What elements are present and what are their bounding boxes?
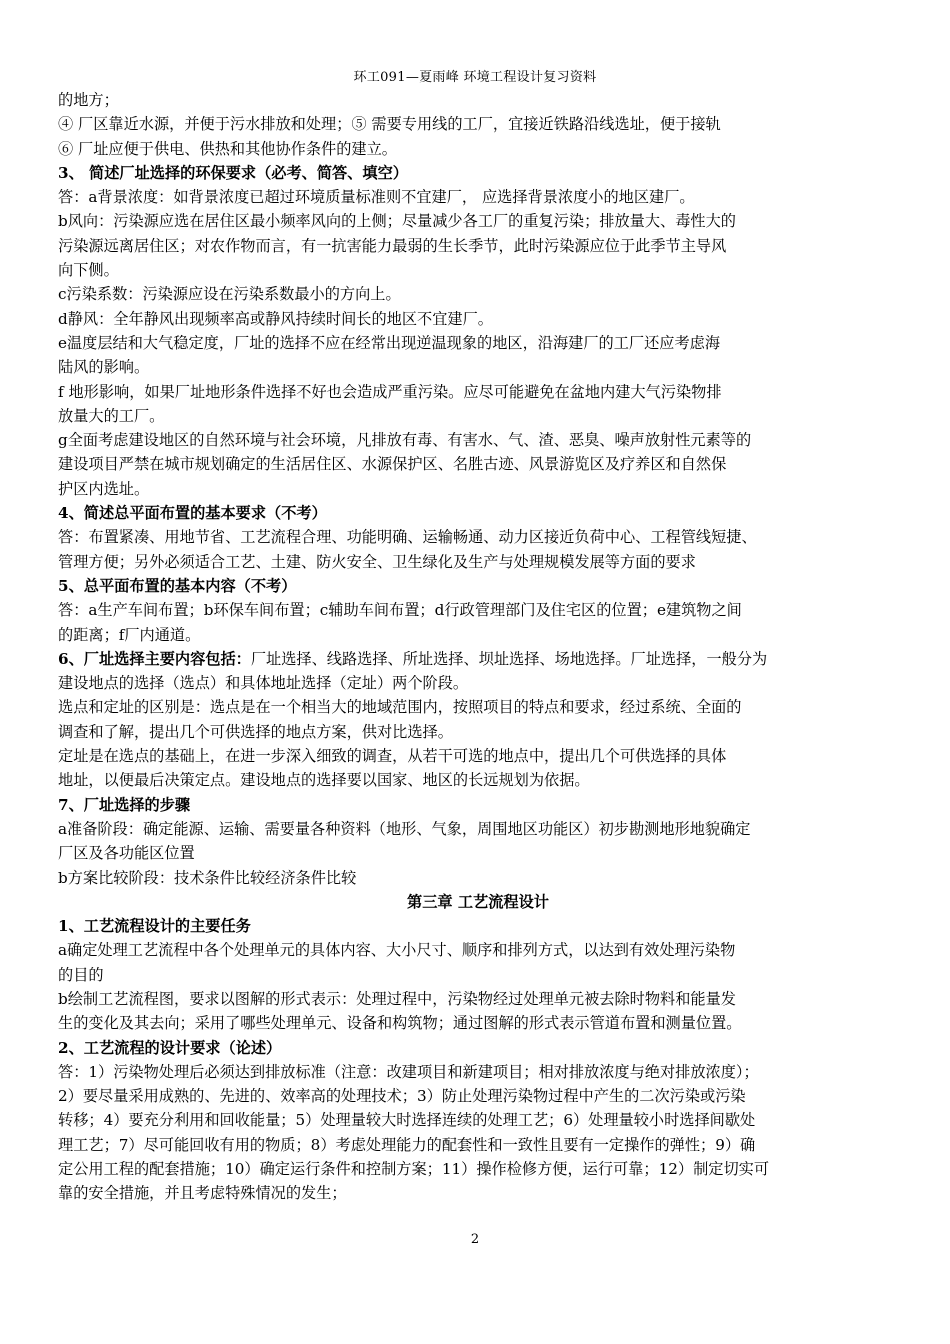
text-line: 厂区及各功能区位置 [58, 844, 195, 863]
text-line: 答：a生产车间布置；b环保车间布置；c辅助车间布置；d行政管理部门及住宅区的位置；e建筑物之间 [58, 601, 742, 620]
section-heading: 2、工艺流程的设计要求（论述） [58, 1038, 282, 1057]
text-line: 2）要尽量采用成熟的、先进的、效率高的处理技术；3）防止处理污染物过程中产生的二次污染或污染 [58, 1087, 746, 1106]
text-line: 地址，以便最后决策定点。建设地点的选择要以国家、地区的长远规划为依据。 [58, 771, 590, 790]
text-line: g全面考虑建设地区的自然环境与社会环境，凡排放有毒、有害水、气、渣、恶臭、噪声放射性元素等的 [58, 431, 752, 450]
chapter-title: 第三章 工艺流程设计 [407, 892, 549, 911]
text-line-tail: 厂址选择、线路选择、所址选择、坝址选择、场地选择。厂址选择，一般分为 [250, 649, 768, 668]
text-line: 建设地点的选择（选点）和具体地址选择（定址）两个阶段。 [58, 674, 469, 693]
text-line [58, 647, 898, 671]
text-line: b绘制工艺流程图，要求以图解的形式表示：处理过程中，污染物经过处理单元被去除时物料和能量发 [58, 989, 736, 1008]
text-line: b风向：污染源应选在居住区最小频率风向的上侧；尽量减少各工厂的重复污染；排放量大、毒性大的 [58, 212, 736, 231]
text-line: 答：a背景浓度：如背景浓度已超过环境质量标准则不宜建厂， 应选择背景浓度小的地区建厂。 [58, 188, 695, 207]
text-line: 放量大的工厂。 [58, 406, 165, 425]
text-line: e温度层结和大气稳定度，厂址的选择不应在经常出现逆温现象的地区，沿海建厂的工厂还应考虑海 [58, 333, 721, 352]
text-line: 护区内选址。 [58, 479, 150, 498]
text-line: 污染源远离居住区；对农作物而言，有一抗害能力最弱的生长季节，此时污染源应位于此季节主导风 [58, 236, 727, 255]
section-heading: 3、 简述厂址选择的环保要求（必考、简答、填空） [58, 163, 408, 182]
page-number: 2 [470, 1232, 480, 1247]
text-line: f 地形影响，如果厂址地形条件选择不好也会造成严重污染。应尽可能避免在盆地内建大气污染物排 [58, 382, 722, 401]
text-line: 生的变化及其去向；采用了哪些处理单元、设备和构筑物；通过图解的形式表示管道布置和测量位置。 [58, 1014, 742, 1033]
text-line: d静风：全年静风出现频率高或静风持续时间长的地区不宜建厂。 [58, 309, 493, 328]
text-line: 理工艺；7）尽可能回收有用的物质；8）考虑处理能力的配套性和一致性且要有一定操作的弹性；9）确 [58, 1135, 756, 1154]
text-line: 陆风的影响。 [58, 358, 150, 377]
text-line: 调查和了解，提出几个可供选择的地点方案，供对比选择。 [58, 722, 453, 741]
text-line: 定公用工程的配套措施；10）确定运行条件和控制方案；11）操作检修方便，运行可靠；12）制定切实可 [58, 1160, 770, 1179]
text-line: ④ 厂区靠近水源，并便于污水排放和处理；⑤ 需要专用线的工厂，宜接近铁路沿线选址，便于接轨 [58, 115, 721, 134]
text-line: 答：布置紧凑、用地节省、工艺流程合理、功能明确、运输畅通、动力区接近负荷中心、工程管线短捷、 [58, 528, 757, 547]
section-heading: 5、总平面布置的基本内容（不考） [58, 576, 297, 595]
section-heading-inline: 6、厂址选择主要内容包括： [58, 649, 251, 668]
section-heading: 7、厂址选择的步骤 [58, 795, 191, 814]
text-line: 向下侧。 [58, 261, 119, 280]
text-line: c污染系数：污染源应设在污染系数最小的方向上。 [58, 285, 401, 304]
text-line: b方案比较阶段：技术条件比较经济条件比较 [58, 868, 357, 887]
page-header: 环工091—夏雨峰 环境工程设计复习资料 [353, 70, 597, 85]
section-heading: 1、工艺流程设计的主要任务 [58, 917, 251, 936]
text-line: 定址是在选点的基础上，在进一步深入细致的调查，从若干可选的地点中，提出几个可供选择的具体 [58, 747, 727, 766]
text-line: 的目的 [58, 965, 104, 984]
document-body [58, 88, 898, 1206]
text-line: 管理方便；另外必须适合工艺、土建、防火安全、卫生绿化及生产与处理规模发展等方面的要求 [58, 552, 696, 571]
section-heading: 4、简述总平面布置的基本要求（不考） [58, 504, 327, 523]
text-line: ⑥ 厂址应便于供电、供热和其他协作条件的建立。 [58, 139, 397, 158]
text-line: 的距离；f厂内通道。 [58, 625, 201, 644]
text-line: 建设项目严禁在城市规划确定的生活居住区、水源保护区、名胜古迹、风景游览区及疗养区和自然保 [58, 455, 727, 474]
text-line: 答：1）污染物处理后必须达到排放标准（注意：改建项目和新建项目；相对排放浓度与绝对排放浓度）； [58, 1062, 759, 1081]
text-line: 转移；4）要充分利用和回收能量；5）处理量较大时选择连续的处理工艺；6）处理量较小时选择间歇处 [58, 1111, 756, 1130]
text-line: a准备阶段：确定能源、运输、需要量各种资料（地形、气象，周围地区功能区）初步勘测地形地貌确定 [58, 819, 751, 838]
text-line: 的地方； [58, 91, 119, 109]
text-line: 选点和定址的区别是：选点是在一个相当大的地域范围内，按照项目的特点和要求，经过系统、全面的 [58, 698, 742, 717]
text-line: 靠的安全措施，并且考虑特殊情况的发生； [58, 1184, 347, 1203]
text-line: a确定处理工艺流程中各个处理单元的具体内容、大小尺寸、顺序和排列方式，以达到有效处理污染物 [58, 941, 736, 960]
